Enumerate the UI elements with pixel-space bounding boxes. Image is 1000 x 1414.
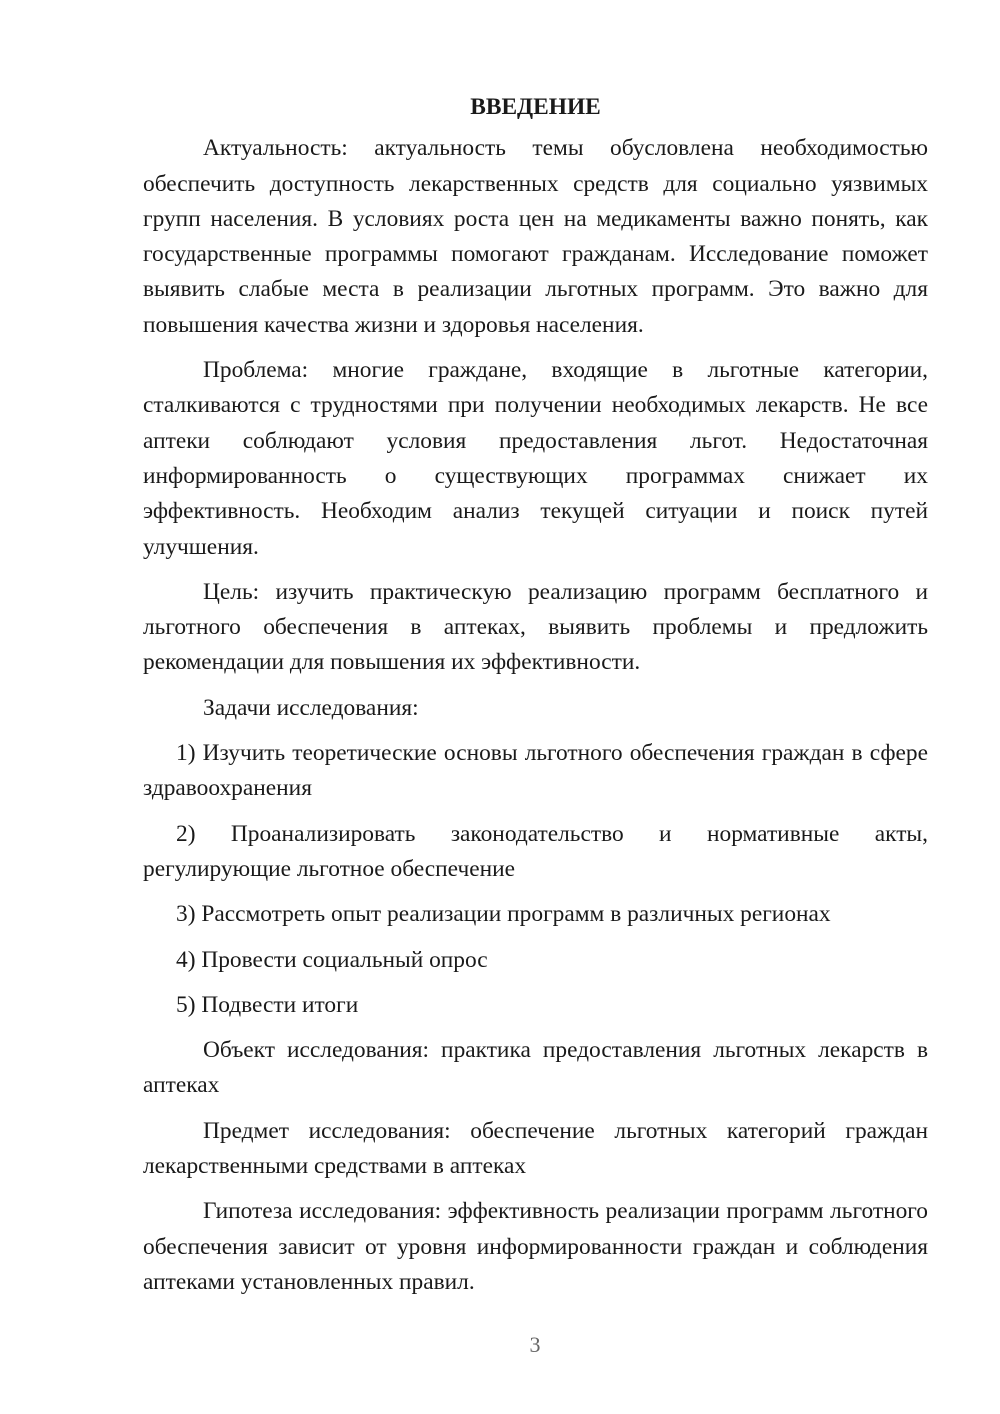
- paragraph-subject: Предмет исследования: обеспечение льготных категорий граждан лекарственными средствами в аптеках: [143, 1117, 928, 1180]
- paragraph-problem: Проблема: многие граждане, входящие в льготные категории, сталкиваются с трудностями при получении необходимых лекарств. Не все аптеки соблюдают условия предоставления льгот. Недостаточная информированность о существующих программах снижает их эффективность. Необходим анализ текущей ситуации и поиск путей улучшения.: [143, 357, 928, 560]
- paragraph-goal: Цель: изучить практическую реализацию программ бесплатного и льготного обеспечения в аптеках, выявить проблемы и предложить рекомендации для повышения их эффективности.: [143, 578, 928, 676]
- paragraph-relevance: Актуальность: актуальность темы обусловлена необходимостью обеспечить доступность лекарственных средств для социально уязвимых групп населения. В условиях роста цен на медикаменты важно понять, как государственные программы помогают гражданам. Исследование поможет выявить слабые места в реализации льготных программ. Это важно для повышения качества жизни и здоровья населения.: [143, 135, 928, 338]
- task-item-2: 2) Проанализировать законодательство и нормативные акты, регулирующие льготное обеспечение: [143, 820, 928, 882]
- paragraph-object: Объект исследования: практика предоставления льготных лекарств в аптеках: [143, 1037, 928, 1099]
- section-title: ВВЕДЕНИЕ: [470, 94, 601, 120]
- task-item-3: 3) Рассмотреть опыт реализации программ в различных регионах: [176, 901, 831, 928]
- tasks-heading: Задачи исследования:: [203, 694, 419, 721]
- document-page: [143, 90, 928, 1310]
- task-item-1: 1) Изучить теоретические основы льготного обеспечения граждан в сфере здравоохранения: [143, 740, 928, 802]
- task-item-5: 5) Подвести итоги: [176, 991, 359, 1018]
- page-number: 3: [529, 1332, 541, 1357]
- paragraph-hypothesis: Гипотеза исследования: эффективность реализации программ льготного обеспечения зависит от уровня информированности граждан и соблюдения аптеками установленных правил.: [143, 1198, 928, 1295]
- task-item-4: 4) Провести социальный опрос: [176, 946, 488, 973]
